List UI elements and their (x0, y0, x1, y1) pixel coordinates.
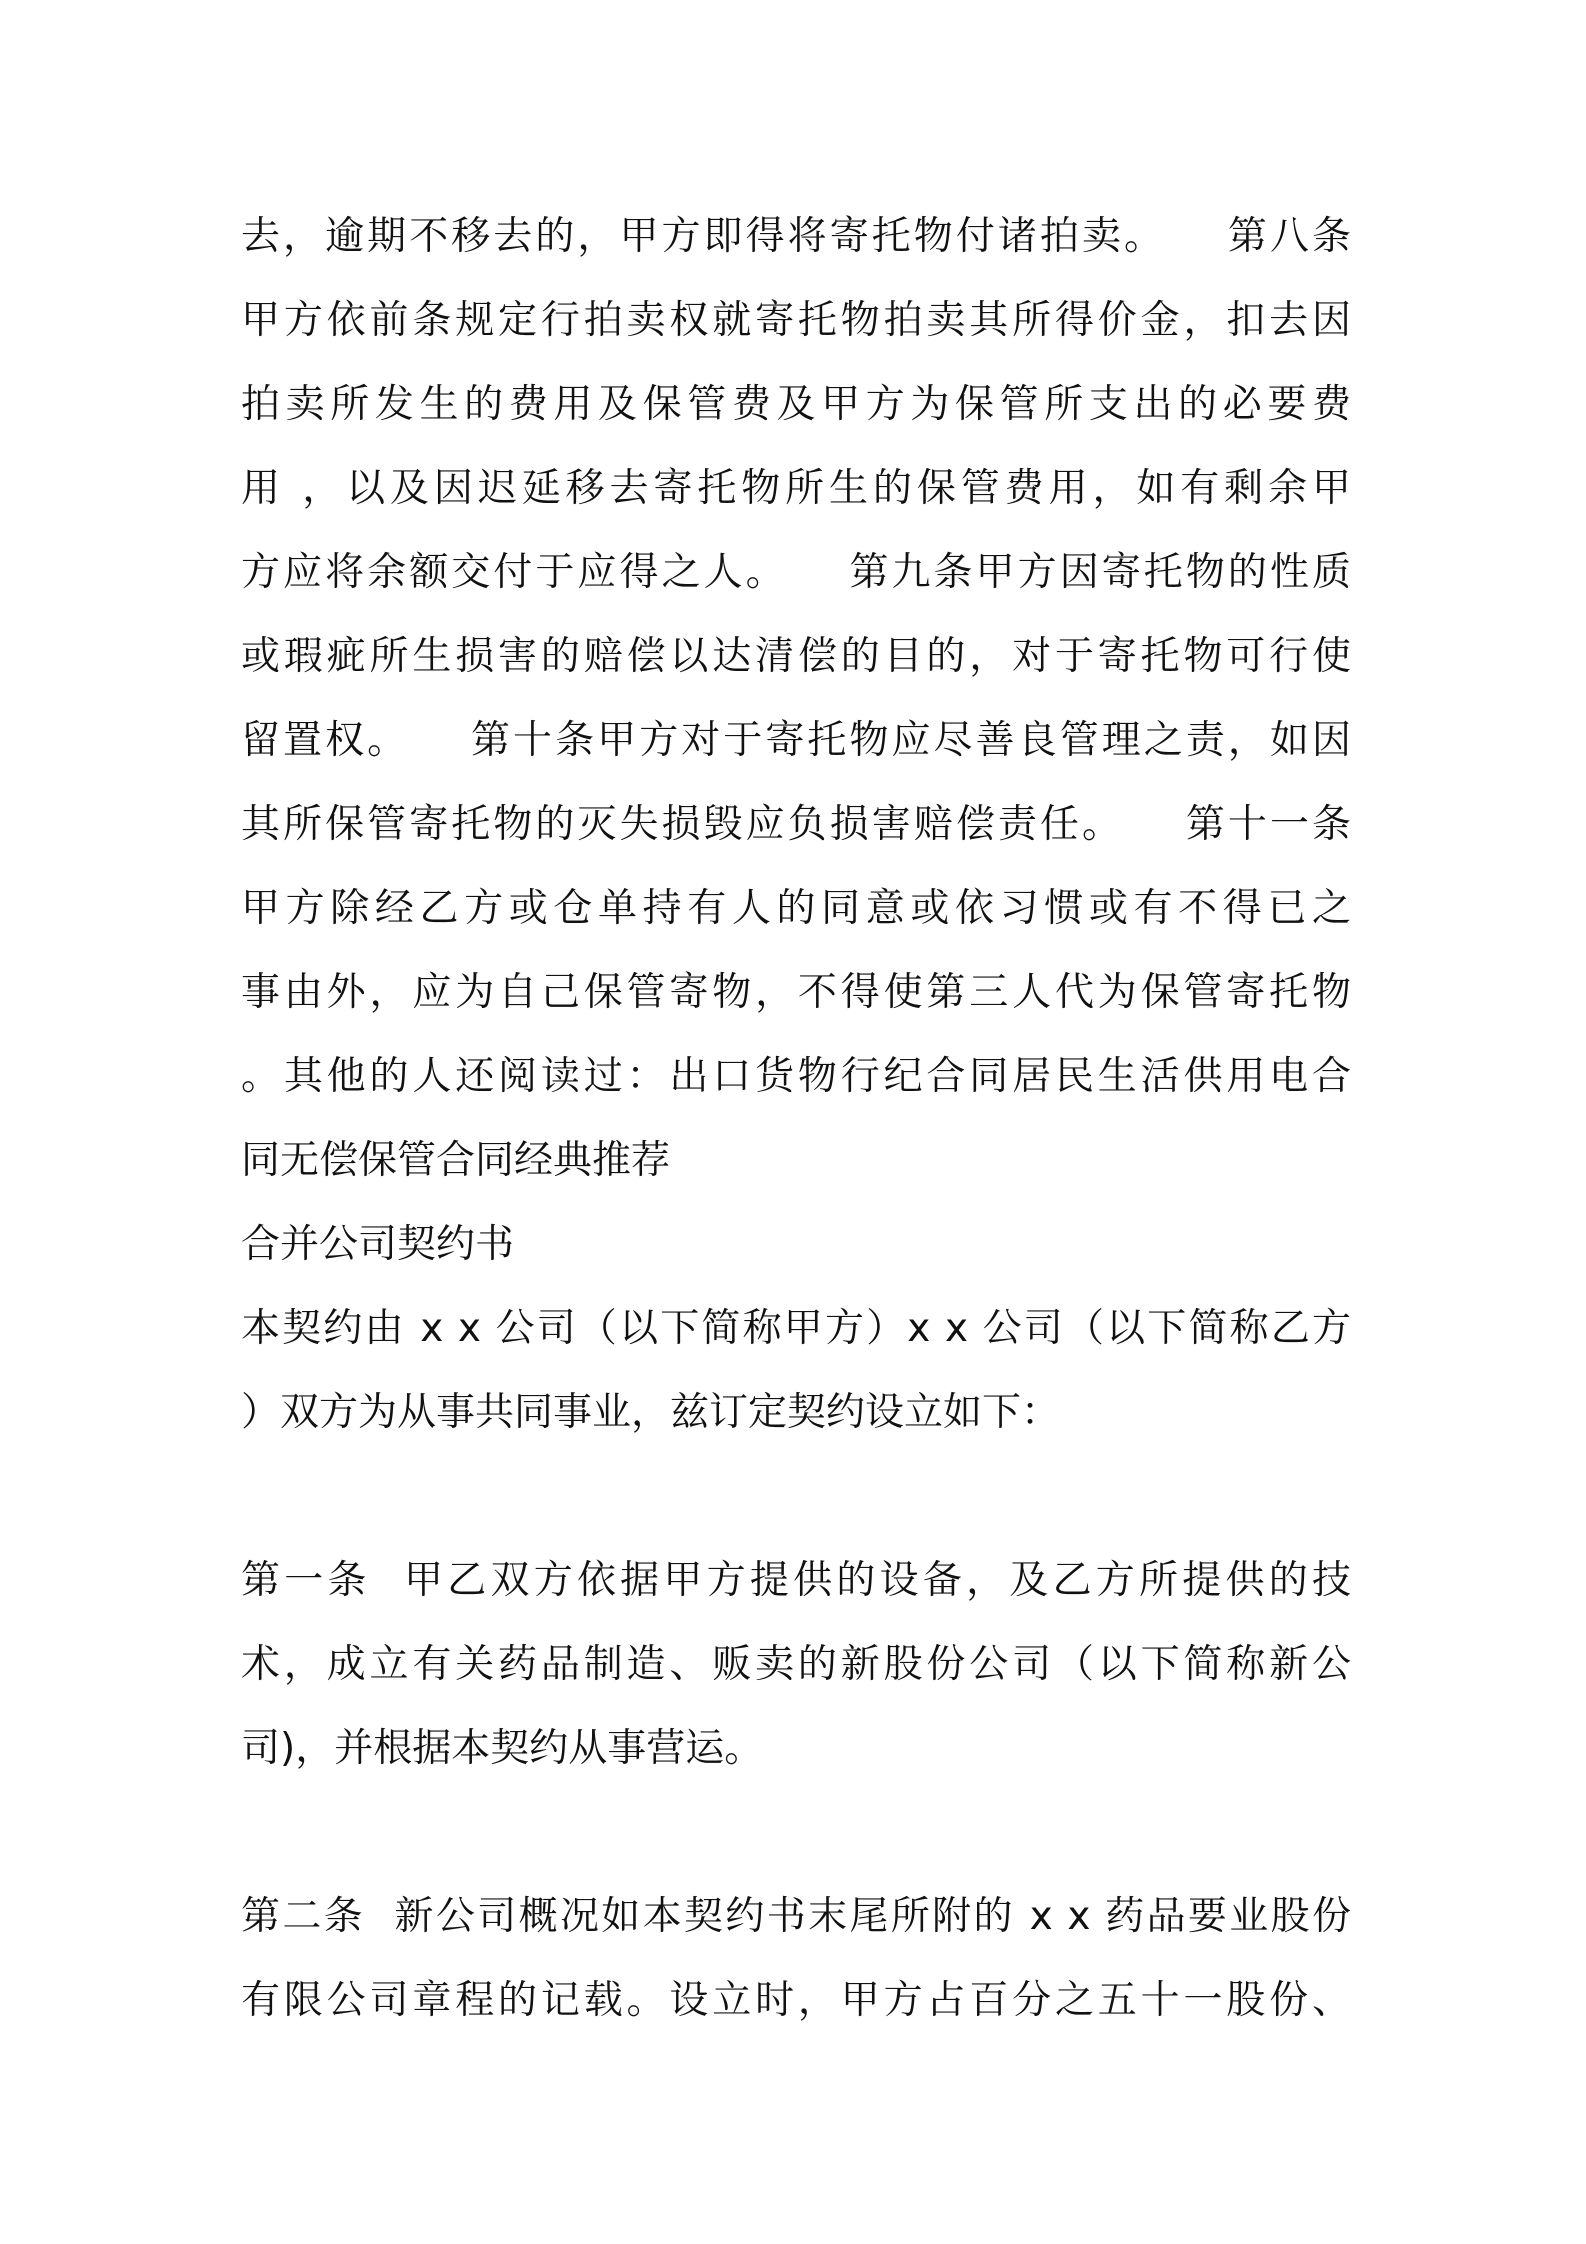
text-line: 拍卖所发生的费用及保管费及甲方为保管所支出的必要费 (241, 382, 1351, 427)
text-line: 有限公司章程的记载。设立时，甲方占百分之五十一股份、 (241, 1978, 1351, 2023)
text-line: 术，成立有关药品制造、贩卖的新股份公司（以下简称新公 (241, 1642, 1351, 1687)
text-line: 方应将余额交付于应得之人。 第九条甲方因寄托物的性质 (241, 550, 1351, 595)
section-title: 合并公司契约书 (241, 1222, 515, 1267)
paragraph-gap (241, 1791, 1351, 1875)
text-line: 或瑕疵所生损害的赔偿以达清偿的目的，对于寄托物可行使 (241, 634, 1351, 679)
text-line: 事由外，应为自己保管寄物，不得使第三人代为保管寄托物 (241, 970, 1351, 1015)
text-line: 其所保管寄托物的灭失损毁应负损害赔偿责任。 第十一条 (241, 802, 1351, 847)
text-line: 去，逾期不移去的，甲方即得将寄托物付诸拍卖。 第八条 (241, 214, 1351, 259)
text-line: 留置权。 第十条甲方对于寄托物应尽善良管理之责，如因 (241, 718, 1351, 763)
text-line: 第一条 甲乙双方依据甲方提供的设备，及乙方所提供的技 (241, 1558, 1351, 1603)
text-line: ）双方为从事共同事业，兹订定契约设立如下： (241, 1390, 1061, 1435)
text-line: 第二条 新公司概况如本契约书末尾所附的 x x 药品要业股份 (241, 1894, 1351, 1939)
paragraph-gap (241, 1455, 1351, 1539)
text-line: 。其他的人还阅读过：出口货物行纪合同居民生活供用电合 (241, 1054, 1351, 1099)
text-line: 甲方除经乙方或仓单持有人的同意或依习惯或有不得已之 (241, 886, 1351, 931)
text-line: 司)，并根据本契约从事营运。 (241, 1726, 764, 1771)
text-line: 用 ，以及因迟延移去寄托物所生的保管费用，如有剩余甲 (241, 466, 1351, 511)
text-line: 本契约由 x x 公司（以下简称甲方）x x 公司（以下简称乙方 (241, 1306, 1351, 1351)
text-line: 甲方依前条规定行拍卖权就寄托物拍卖其所得价金，扣去因 (241, 298, 1351, 343)
document-body (241, 195, 1351, 2043)
text-line: 同无偿保管合同经典推荐 (241, 1138, 671, 1183)
